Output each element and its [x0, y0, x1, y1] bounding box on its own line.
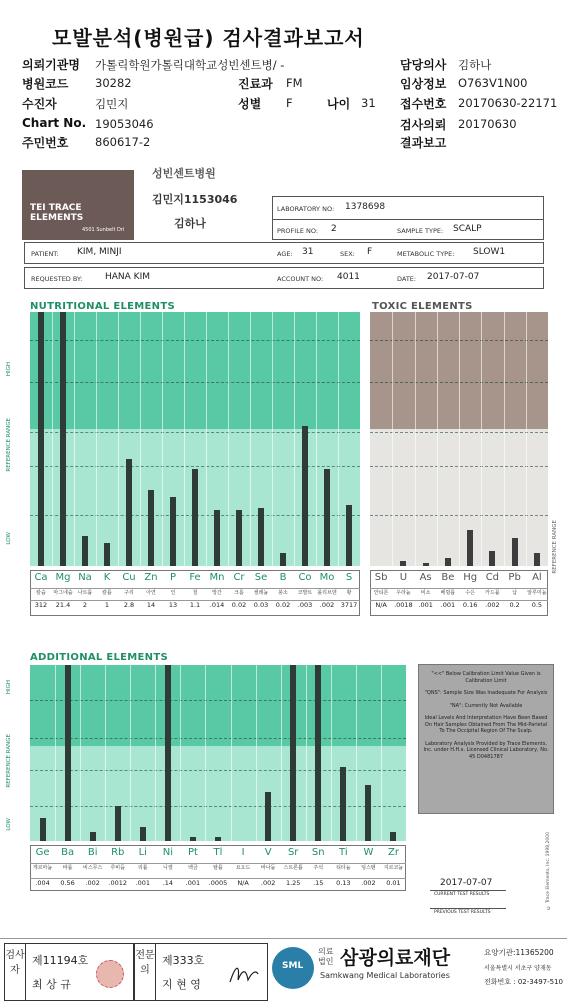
header-label-3: Chart No. — [22, 116, 87, 130]
header-value-0: 가톨릭학원가톨릭대학교성빈센트병/ - — [95, 58, 285, 72]
chart-additional-korean-Sn: 주석 — [313, 865, 324, 871]
chart-nutritional-bar-Co — [302, 426, 308, 566]
chart-nutritional-result-Ca: 312 — [34, 601, 48, 609]
header-right-label-2: 접수번호 — [400, 97, 447, 111]
header-right-label-4: 결과보고 — [400, 136, 447, 150]
chart-additional-gridline-0 — [30, 700, 406, 701]
chart-additional-korean-Li: 리튬 — [137, 865, 148, 871]
chart-nutritional-col-sep-7 — [184, 312, 185, 612]
note-5: Laboratory Analysis Provided by Trace Elements, Inc. under H.H.s. Licensed Clinical Laboratory, No. 45 D0481787 — [423, 740, 549, 760]
chart-toxic-result-Be: .001 — [440, 601, 456, 609]
header-value-3: 19053046 — [95, 117, 154, 131]
chart-toxic-bar-Be — [445, 558, 451, 566]
date-label: DATE: — [397, 275, 417, 283]
org-info-3: 전화번호 : 02-3497-510 — [484, 978, 563, 986]
chart-nutritional-col-sep-4 — [118, 312, 119, 612]
chart-toxic-col-sep-3 — [437, 312, 438, 612]
chart-additional-korean-Sr: 스트론튬 — [283, 865, 303, 871]
lab-no-label: LABORATORY NO: — [277, 205, 335, 213]
chart-toxic-korean-Al: 알루미늄 — [527, 590, 547, 596]
chart-additional-korean-Ba: 바륨 — [62, 865, 73, 871]
chart-toxic-result-Sb: N/A — [375, 601, 387, 609]
chart-additional-result-Sn: .15 — [313, 879, 324, 887]
chart-additional-bar-Li — [140, 827, 146, 841]
chart-additional-gridline-3 — [30, 806, 406, 807]
header-right-label-3: 검사의뢰 — [400, 118, 447, 132]
chart-nutritional-bar-Cu — [126, 459, 132, 566]
chart-nutritional-element-Co: Co — [298, 572, 312, 583]
chart-nutritional-element-Cu: Cu — [122, 572, 136, 583]
chart-additional-bar-Sr — [290, 665, 296, 841]
lab-date: 2017-07-07 — [427, 272, 480, 282]
chart-toxic-korean-Pb: 납 — [512, 590, 518, 596]
org-name-en: Samkwang Medical Laboratories — [320, 971, 450, 980]
chart-additional-result-Ba: 0.56 — [60, 879, 75, 887]
chart-toxic-element-Be: Be — [441, 572, 455, 583]
chart-additional-upper — [30, 665, 406, 746]
chart-nutritional-col-sep-14 — [338, 312, 339, 612]
chart-nutritional-result-Na: 2 — [82, 601, 88, 609]
chart-additional-korean-Bi: 비스무스 — [82, 865, 103, 871]
chart-toxic-result-Hg: 0.16 — [462, 601, 478, 609]
chart-additional-element-Ti: Ti — [339, 847, 348, 858]
seal-icon — [96, 960, 124, 988]
lab-info-box — [272, 196, 544, 240]
inspector-name: 최 상 규 — [32, 978, 71, 991]
chart-toxic-result-Cd: .002 — [485, 601, 500, 609]
header-right-value-1: O763V1N00 — [458, 76, 528, 90]
header-right-value-3: 20170630 — [458, 117, 517, 131]
chart-nutritional-korean-Mo: 몰리브덴 — [317, 590, 337, 596]
chart-nutritional-result-Cr: 0.02 — [231, 601, 247, 609]
chart-nutritional-col-sep-6 — [162, 312, 163, 612]
previous-results-label: PREVIOUS TEST RESULTS — [434, 910, 491, 915]
metabolic-label: METABOLIC TYPE: — [397, 250, 455, 258]
sex-value: F — [367, 247, 373, 257]
chart-nutritional-col-sep-13 — [316, 312, 317, 612]
side-ref-2: REFERENCE RANGE — [6, 734, 12, 788]
age-value: 31 — [302, 247, 314, 257]
header-right-label-0: 담당의사 — [400, 58, 447, 72]
chart-additional-bar-V — [265, 792, 271, 841]
stamp-line-3: 김하나 — [174, 217, 206, 230]
chart-nutritional-result-Mg: 21.4 — [55, 601, 71, 609]
chart-additional-element-Rb: Rb — [111, 847, 125, 858]
chart-additional-result-W: .002 — [361, 879, 376, 887]
chart-additional-korean-Ni: 니켈 — [163, 865, 173, 871]
specialist-no: 제333호 — [162, 954, 205, 967]
chart-additional-result-V: .002 — [260, 879, 276, 887]
chart-nutritional-bar-K — [104, 543, 110, 566]
chart-toxic-col-sep-7 — [526, 312, 527, 612]
logo-address: 4501 Sunbelt Dri — [82, 227, 125, 233]
chart-toxic-result-As: .001 — [418, 601, 433, 609]
chart-additional-korean-Ge: 게르마늄 — [32, 865, 53, 871]
chart-nutritional-result-B: 0.02 — [275, 601, 291, 609]
chart-nutritional-result-K: 1 — [104, 601, 110, 609]
age-value: 31 — [361, 96, 376, 110]
chart-toxic-element-Hg: Hg — [463, 572, 478, 583]
chart-nutritional-result-Zn: 14 — [146, 601, 156, 609]
chart-nutritional-element-Mg: Mg — [55, 572, 71, 583]
org-tag: 의료 법인 — [318, 947, 334, 966]
chart-nutritional-korean-Co: 코발트 — [297, 590, 313, 596]
chart-toxic-element-Pb: Pb — [508, 572, 521, 583]
legend-notes — [418, 664, 554, 814]
chart-nutritional-element-S: S — [345, 572, 353, 583]
chart-additional-bar-Tl — [215, 837, 221, 841]
chart-additional-result-Tl: .0005 — [208, 879, 228, 887]
chart-additional-element-W: W — [363, 847, 374, 858]
chart-nutritional-col-sep-9 — [228, 312, 229, 612]
chart-nutritional-result-Se: 0.03 — [253, 601, 269, 609]
chart-additional-element-I: I — [241, 847, 245, 858]
chart-toxic-bar-Cd — [489, 551, 495, 566]
account-label: ACCOUNT NO: — [277, 275, 324, 283]
chart-additional-result-Ni: .14 — [162, 879, 174, 887]
side-ref-right: REFERENCE RANGE — [552, 520, 558, 574]
chart-nutritional-col-sep-12 — [294, 312, 295, 612]
chart-nutritional-element-P: P — [169, 572, 177, 583]
chart-additional-bar-Ba — [65, 665, 71, 841]
chart-additional-result-Rb: .0012 — [108, 879, 128, 887]
chart-toxic-bar-U — [400, 561, 406, 566]
copyright: © Trace Elements, Inc. 1998,2000 — [546, 832, 551, 910]
chart-toxic-col-sep-4 — [459, 312, 460, 612]
report-title: 모발분석(병원급) 검사결과보고서 — [52, 26, 365, 50]
chart-additional-lower — [30, 746, 406, 841]
account-no: 4011 — [337, 272, 360, 282]
chart-nutritional-result-Mn: .014 — [209, 601, 225, 609]
toxic-title: TOXIC ELEMENTS — [372, 301, 473, 312]
current-results-label: CURRENT TEST RESULTS — [434, 892, 490, 897]
patient-label: PATIENT: — [31, 250, 59, 258]
chart-additional-result-Ge: .004 — [35, 879, 50, 887]
patient-row — [24, 242, 544, 264]
header-mid-value-0: FM — [286, 76, 303, 90]
chart-toxic-col-sep-6 — [504, 312, 505, 612]
chart-additional-bar-Ti — [340, 767, 346, 841]
note-3: "NA": Currently Not Available — [449, 702, 523, 709]
header-label-1: 병원코드 — [22, 77, 69, 91]
patient-name: KIM, MINJI — [77, 247, 122, 257]
chart-nutritional-col-sep-2 — [74, 312, 75, 612]
chart-toxic-element-Al: Al — [532, 572, 542, 583]
chart-nutritional-col-sep-11 — [272, 312, 273, 612]
chart-toxic-korean-Hg: 수은 — [465, 590, 475, 596]
chart-additional-bar-Rb — [115, 806, 121, 841]
chart-toxic-bar-Hg — [467, 530, 473, 566]
chart-additional-korean-Zr: 지르코늄 — [383, 865, 404, 871]
chart-additional-korean-Pt: 백금 — [188, 865, 198, 871]
chart-additional-korean-Ti: 티타늄 — [336, 865, 351, 871]
metabolic-type: SLOW1 — [473, 247, 506, 257]
chart-nutritional-element-Na: Na — [78, 572, 92, 583]
chart-nutritional-col-sep-10 — [250, 312, 251, 612]
specialist-cell — [156, 943, 268, 1001]
chart-additional-korean-V: 바나듐 — [260, 865, 276, 871]
chart-nutritional-result-Mo: .002 — [319, 601, 335, 609]
header-label-0: 의뢰기관명 — [22, 58, 80, 72]
chart-nutritional-element-Fe: Fe — [189, 572, 201, 583]
chart-nutritional-result-Fe: 1.1 — [189, 601, 201, 609]
inspector-cell — [26, 943, 134, 1001]
chart-nutritional-element-Ca: Ca — [34, 572, 48, 583]
chart-additional-element-Ba: Ba — [61, 847, 75, 858]
header-value-4: 860617-2 — [95, 135, 151, 149]
chart-nutritional-bar-S — [346, 505, 352, 566]
stamp-line-2: 김민지1153046 — [152, 193, 238, 206]
org-logo-icon: SML — [272, 947, 314, 989]
chart-additional-korean-W: 텅스텐 — [361, 865, 376, 871]
lab-no: 1378698 — [345, 202, 386, 212]
chart-nutritional-element-B: B — [279, 572, 287, 583]
chart-nutritional-result-S: 3717 — [340, 601, 358, 609]
org-name: 삼광의료재단 — [340, 947, 451, 969]
chart-nutritional-col-sep-1 — [52, 312, 53, 612]
chart-additional-bar-Bi — [90, 832, 96, 841]
chart-additional-bar-W — [365, 785, 371, 841]
chart-nutritional-korean-Mg: 마그네슘 — [53, 590, 73, 596]
side-high: HIGH — [6, 362, 12, 377]
header-label-4: 주민번호 — [22, 136, 69, 150]
chart-nutritional-korean-K: 칼륨 — [102, 590, 112, 596]
chart-additional-bar-Ge — [40, 818, 46, 841]
chart-nutritional-element-Zn: Zn — [144, 572, 158, 583]
chart-additional-element-Sn: Sn — [311, 847, 325, 858]
stamp-line-1: 성빈센트병원 — [152, 167, 216, 180]
requested-by: HANA KIM — [105, 272, 150, 282]
chart-additional-gridline-2 — [30, 770, 406, 771]
chart-additional-bar-Sn — [315, 665, 321, 841]
chart-nutritional-element-Mn: Mn — [209, 572, 225, 583]
chart-nutritional-gridline-0 — [30, 340, 360, 341]
header-mid-label-1: 성별 — [238, 97, 262, 111]
chart-toxic-bar-As — [423, 563, 429, 566]
chart-additional-result-I: N/A — [237, 879, 249, 887]
chart-nutritional-result-Co: .003 — [297, 601, 313, 609]
chart-additional-element-Tl: Tl — [213, 847, 223, 858]
chart-nutritional-element-K: K — [103, 572, 111, 583]
chart-toxic-korean-Be: 베릴륨 — [440, 590, 456, 596]
chart-toxic-korean-Cd: 카드뮴 — [485, 590, 500, 596]
inspector-label: 검사자 — [4, 943, 26, 1001]
chart-toxic-result-Pb: 0.2 — [509, 601, 520, 609]
profile-no: 2 — [331, 224, 337, 234]
chart-nutritional-korean-Zn: 아연 — [146, 590, 156, 596]
specialist-name: 지 현 영 — [162, 978, 201, 991]
chart-nutritional-korean-Ca: 칼슘 — [36, 590, 46, 596]
chart-toxic-element-Cd: Cd — [485, 572, 500, 583]
chart-nutritional-col-sep-8 — [206, 312, 207, 612]
request-row — [24, 267, 544, 289]
chart-additional-bar-Zr — [390, 832, 396, 841]
chart-additional-element-Sr: Sr — [287, 847, 299, 858]
note-1: "<<" Below Calibration Limit Value Given is Calibration Limit — [431, 671, 541, 684]
inspector-no: 제11194호 — [32, 954, 89, 967]
chart-additional-element-Li: Li — [138, 847, 147, 858]
lab-logo — [22, 170, 134, 240]
chart-additional-korean-Tl: 탈륨 — [213, 865, 223, 871]
chart-nutritional-bar-Mg — [60, 312, 66, 566]
chart-additional-element-Ni: Ni — [162, 847, 173, 858]
chart-additional-result-Zr: 0.01 — [386, 879, 401, 887]
chart-additional-element-Zr: Zr — [387, 847, 399, 858]
chart-nutritional-bar-P — [170, 497, 176, 566]
header-mid-value-1: F — [286, 96, 293, 110]
chart-toxic-bar-Pb — [512, 538, 518, 566]
chart-nutritional-gridline-3 — [30, 466, 360, 467]
specialist-label: 전문의 — [134, 943, 156, 1001]
nutritional-title: NUTRITIONAL ELEMENTS — [30, 301, 175, 312]
chart-nutritional-bar-Mn — [214, 510, 220, 566]
chart-nutritional-bar-Ca — [38, 312, 44, 566]
chart-nutritional-result-P: 13 — [168, 601, 178, 609]
chart-nutritional-korean-Fe: 철 — [192, 590, 198, 596]
chart-nutritional-korean-Cu: 구리 — [124, 590, 134, 596]
chart-additional-result-Ti: 0.13 — [336, 879, 351, 887]
side-high-2: HIGH — [6, 680, 12, 695]
side-low-2: LOW — [6, 818, 12, 831]
header-mid-label-0: 진료과 — [238, 77, 273, 91]
chart-additional-element-Pt: Pt — [187, 847, 198, 858]
hospital-stamp — [140, 163, 262, 243]
chart-nutritional-korean-Na: 나트륨 — [77, 590, 93, 596]
age-label: 나이 — [327, 97, 351, 111]
chart-nutritional-korean-S: 황 — [346, 590, 352, 596]
profile-label: PROFILE NO: — [277, 227, 319, 235]
chart-additional-element-Ge: Ge — [35, 847, 50, 858]
side-ref: REFERENCE RANGE — [6, 418, 12, 472]
chart-nutritional-bar-Se — [258, 508, 264, 566]
chart-toxic-result-U: .0018 — [394, 601, 413, 609]
chart-nutritional-gridline-2 — [30, 432, 360, 433]
chart-additional-bar-Ni — [165, 665, 171, 841]
chart-additional-korean-I: 요오드 — [235, 865, 251, 871]
chart-additional-bar-Pt — [190, 837, 196, 841]
chart-toxic-col-sep-1 — [392, 312, 393, 612]
chart-additional-gridline-1 — [30, 738, 406, 739]
chart-additional-element-V: V — [264, 847, 272, 858]
chart-nutritional-bar-Fe — [192, 469, 198, 566]
logo-text: TEI TRACE ELEMENTS — [30, 203, 84, 223]
org-info-1: 요양기관:11365200 — [484, 948, 554, 957]
chart-toxic-korean-U: 우라늄 — [396, 590, 411, 596]
chart-additional-result-Pt: .001 — [185, 879, 201, 887]
chart-nutritional-korean-Cr: 크롬 — [234, 590, 244, 596]
chart-nutritional-korean-Mn: 망간 — [212, 590, 222, 596]
chart-nutritional-bar-Mo — [324, 469, 330, 566]
header-right-label-1: 임상정보 — [400, 77, 447, 91]
note-4: Ideal Levels And Interpretation Have Been Based On Hair Samples Obtained From The Mid-Parietal To The Occipital Region Of The Scalp. — [424, 715, 548, 734]
chart-nutritional-korean-B: 붕소 — [278, 590, 288, 596]
chart-additional-result-Sr: 1.25 — [285, 879, 301, 887]
chart-toxic-result-Al: 0.5 — [531, 601, 543, 609]
sex-label: SEX: — [340, 250, 355, 258]
chart-nutritional-element-Se: Se — [254, 572, 268, 583]
chart-toxic-bar-Al — [534, 553, 540, 566]
chart-additional-result-Li: .001 — [135, 879, 151, 887]
chart-nutritional-col-sep-3 — [96, 312, 97, 612]
header-value-1: 30282 — [95, 76, 132, 90]
chart-additional-element-Bi: Bi — [87, 847, 98, 858]
chart-nutritional-bar-Cr — [236, 510, 242, 566]
chart-nutritional-upper — [30, 312, 360, 429]
signature-icon — [226, 962, 260, 988]
report-footer — [0, 938, 567, 1005]
chart-toxic-element-As: As — [419, 572, 432, 583]
chart-nutritional-element-Mo: Mo — [319, 572, 335, 583]
chart-nutritional-gridline-1 — [30, 382, 360, 383]
chart-nutritional-col-sep-5 — [140, 312, 141, 612]
org-info-2: 서울특별시 서초구 양재동 — [484, 965, 552, 972]
chart-toxic-korean-Sb: 안티몬 — [373, 590, 389, 596]
header-label-2: 수진자 — [22, 97, 57, 111]
chart-nutritional-element-Cr: Cr — [233, 572, 245, 583]
chart-toxic-element-Sb: Sb — [374, 572, 388, 583]
requested-label: REQUESTED BY: — [31, 275, 83, 283]
note-2: "QNS": Sample Size Was Inadequate For Analysis — [424, 690, 548, 696]
chart-nutritional-korean-P: 인 — [170, 590, 176, 596]
current-date: 2017-07-07 — [440, 878, 493, 888]
chart-toxic-col-sep-5 — [481, 312, 482, 612]
sample-type: SCALP — [453, 224, 482, 234]
chart-nutritional-bar-B — [280, 553, 286, 566]
additional-title: ADDITIONAL ELEMENTS — [30, 652, 168, 663]
side-low: LOW — [6, 532, 12, 545]
chart-additional-result-Bi: .002 — [85, 879, 100, 887]
chart-nutritional-bar-Na — [82, 536, 88, 566]
chart-nutritional-korean-Se: 셀레늄 — [253, 590, 269, 596]
chart-toxic-col-sep-2 — [415, 312, 416, 612]
header-right-value-0: 김하나 — [458, 58, 492, 72]
chart-nutritional-bar-Zn — [148, 490, 154, 566]
chart-toxic-element-U: U — [399, 572, 408, 583]
age-label: AGE: — [277, 250, 293, 258]
header-right-value-2: 20170630-22171 — [458, 96, 558, 110]
chart-additional-korean-Rb: 루비듐 — [110, 865, 125, 871]
header-value-2: 김민지 — [95, 97, 129, 111]
chart-nutritional-result-Cu: 2.8 — [123, 601, 135, 609]
sample-label: SAMPLE TYPE: — [397, 227, 444, 235]
chart-toxic-korean-As: 비소 — [420, 590, 431, 596]
